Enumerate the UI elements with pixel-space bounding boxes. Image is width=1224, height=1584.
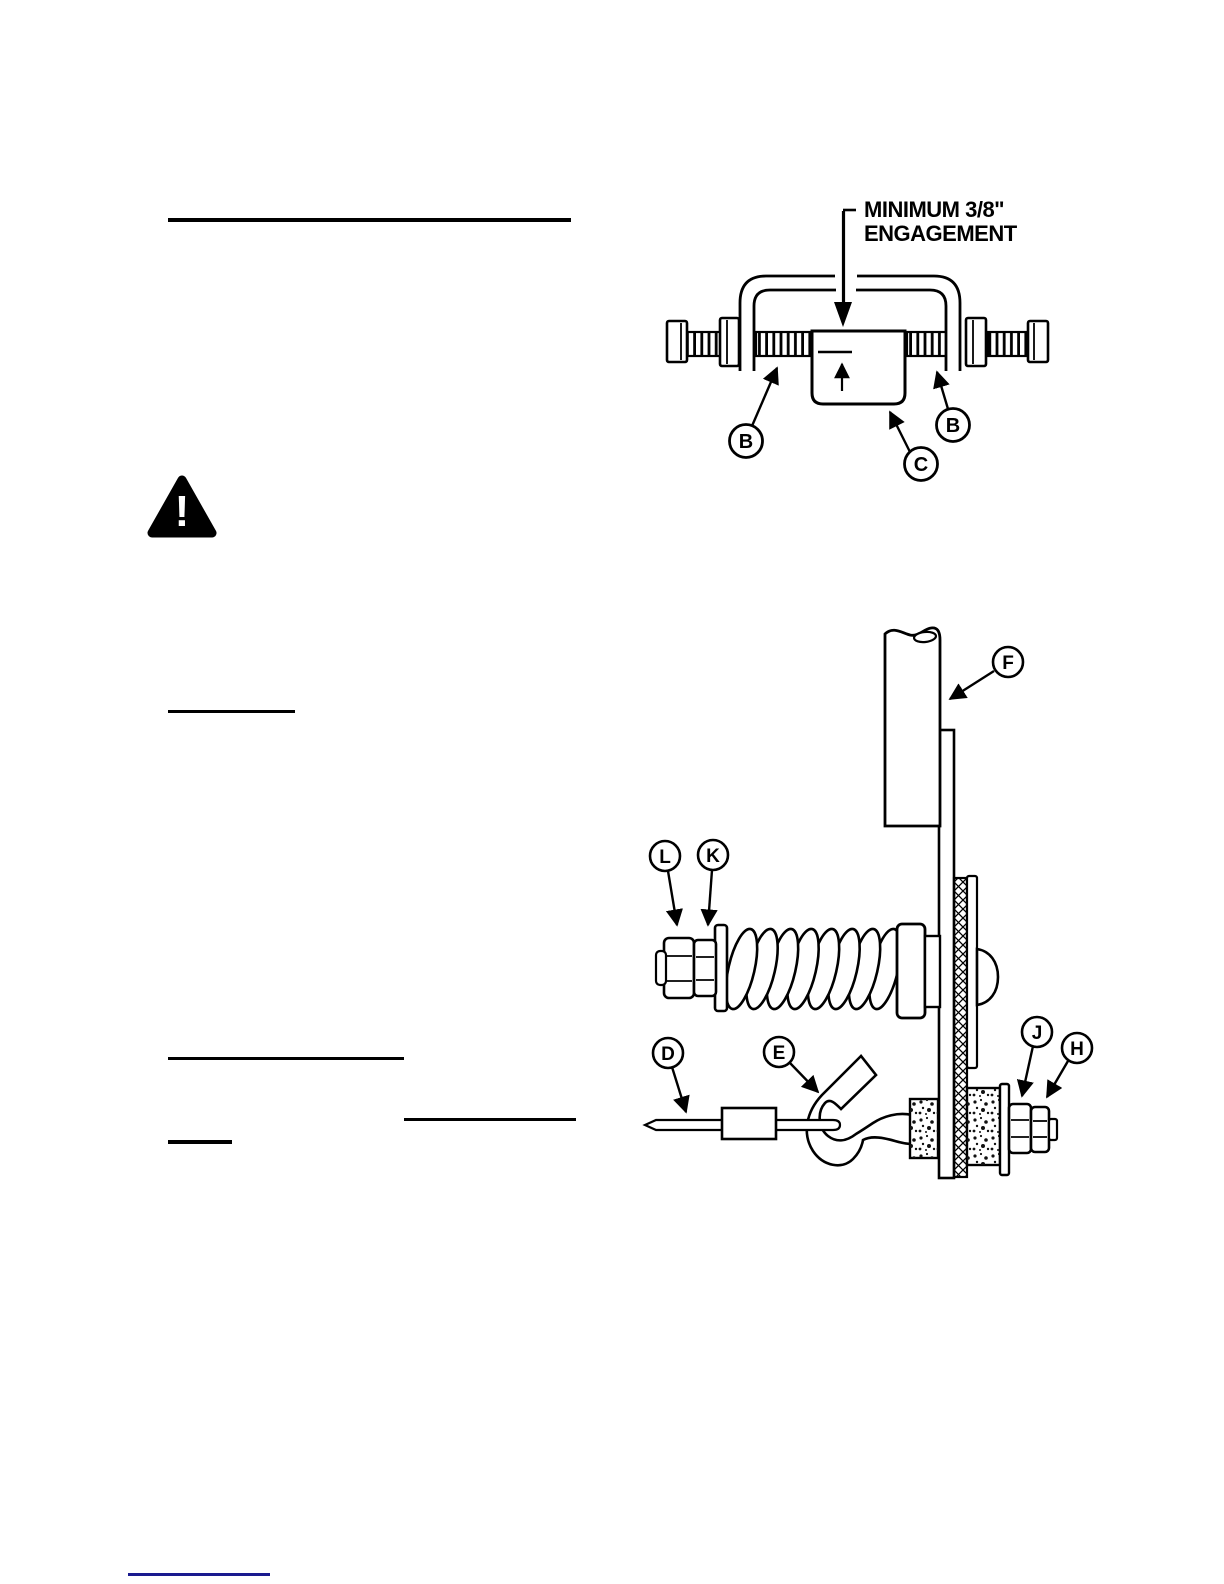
heading-rule-1 xyxy=(168,218,571,222)
foam-block-left xyxy=(910,1099,938,1158)
heading-rule-2 xyxy=(168,710,295,713)
svg-text:B: B xyxy=(945,415,961,437)
heading-rule-3 xyxy=(168,1057,404,1060)
bolt-stub xyxy=(1049,1119,1057,1140)
footer-link-rule[interactable] xyxy=(128,1573,270,1576)
heading-rule-4 xyxy=(404,1118,576,1121)
coupling-block xyxy=(812,331,905,404)
callout-k xyxy=(698,840,728,925)
tube-f xyxy=(885,628,940,826)
callout-c xyxy=(890,412,938,481)
backing-plate xyxy=(967,876,977,1068)
svg-text:C: C xyxy=(913,454,929,476)
pin-dome xyxy=(977,949,998,1005)
washer xyxy=(1000,1084,1009,1175)
rod-sleeve xyxy=(722,1108,776,1139)
hook xyxy=(807,1056,912,1165)
foam-block-right xyxy=(967,1088,1000,1165)
callout-b-left xyxy=(730,368,778,458)
callout-h xyxy=(1047,1033,1092,1097)
warning-triangle-icon xyxy=(138,465,228,550)
nut-k xyxy=(694,940,716,996)
spring-shaft xyxy=(925,936,940,1007)
callout-b-right xyxy=(937,372,970,442)
callout-d xyxy=(653,1038,686,1112)
warning-exclamation-glyph: ! xyxy=(174,487,190,536)
svg-text:J: J xyxy=(1031,1023,1043,1044)
clamp-engagement-figure xyxy=(640,185,1070,495)
svg-text:L: L xyxy=(659,847,671,868)
callout-e xyxy=(764,1037,818,1092)
engagement-annotation-line2: ENGAGEMENT xyxy=(864,221,1017,246)
left-bolt-head xyxy=(667,321,687,362)
nut-j xyxy=(1009,1104,1031,1153)
engagement-annotation-line1: MINIMUM 3/8" xyxy=(864,197,1005,222)
svg-text:H: H xyxy=(1070,1039,1084,1060)
callout-f xyxy=(950,647,1023,699)
callout-j xyxy=(1022,1017,1052,1096)
right-bolt-head xyxy=(1028,321,1048,362)
spring-hook-assembly-figure xyxy=(630,615,1105,1190)
svg-text:B: B xyxy=(738,431,754,453)
right-jam-nut xyxy=(966,318,986,366)
svg-text:K: K xyxy=(706,846,720,867)
spring-seat-right xyxy=(897,924,925,1018)
spring xyxy=(720,926,907,1012)
callout-l xyxy=(650,841,680,925)
nut-h xyxy=(1031,1107,1049,1152)
heading-rule-5 xyxy=(168,1140,232,1144)
svg-text:F: F xyxy=(1002,653,1014,674)
svg-text:E: E xyxy=(772,1043,786,1064)
left-jam-nut xyxy=(720,318,739,366)
nut-l xyxy=(664,938,694,998)
rod-end-cap xyxy=(656,951,666,985)
svg-text:D: D xyxy=(661,1044,675,1065)
engagement-leader-arrow xyxy=(834,210,856,327)
gasket-strip xyxy=(954,878,967,1177)
